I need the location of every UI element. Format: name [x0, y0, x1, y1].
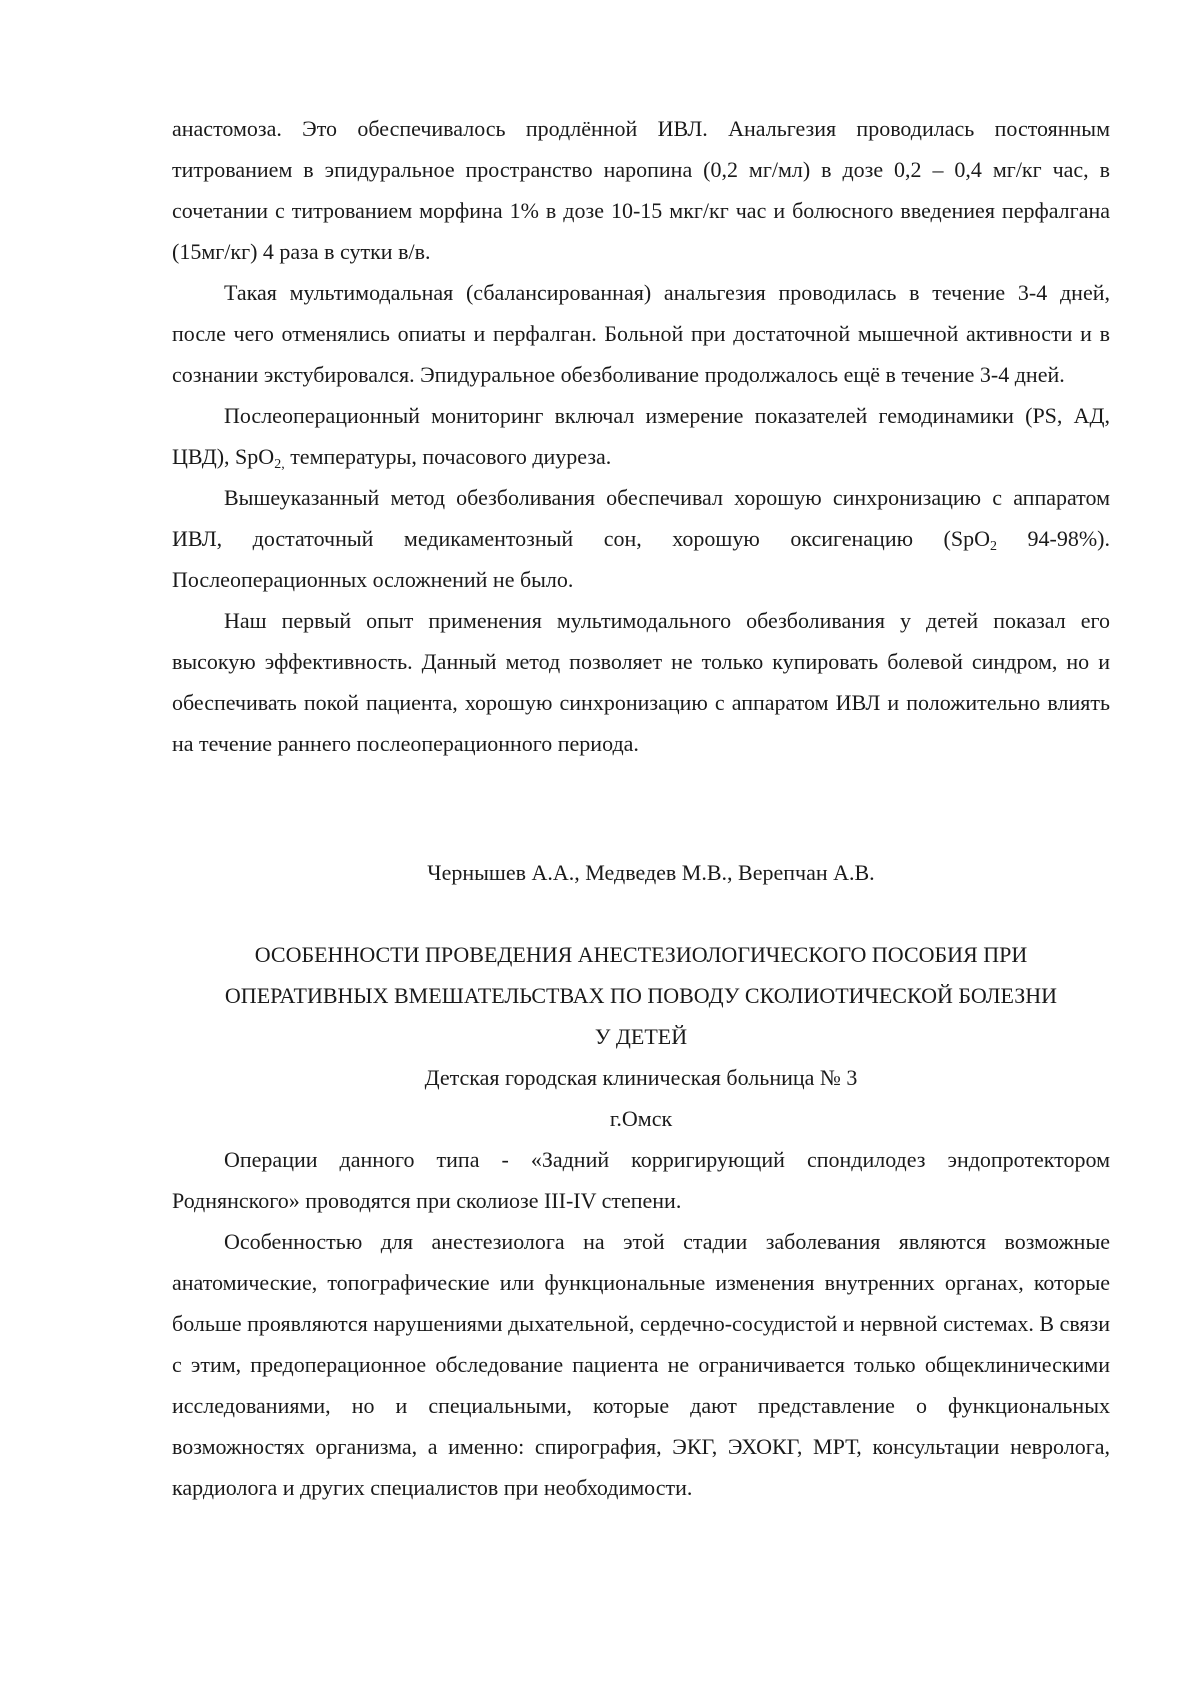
article-institution: Детская городская клиническая больница № 3	[424, 1065, 858, 1090]
article-title	[172, 934, 1110, 1057]
article-body	[172, 1139, 1110, 1508]
article-title-line: ОСОБЕННОСТИ ПРОВЕДЕНИЯ АНЕСТЕЗИОЛОГИЧЕСКОГО ПОСОБИЯ ПРИ	[254, 942, 1028, 967]
paragraph-analgesia-method: анастомоза. Это обеспечивалось продлённой ИВЛ. Анальгезия проводилась постоянным титрованием в эпидуральное пространство наропина (0,2 мг/мл) в дозе 0,2 – 0,4 мг/кг час, в сочетании с титрованием морфина 1% в дозе 10-15 мкг/кг час и болюсного введениея перфалгана (15мг/кг) 4 раза в сутки в/в.	[172, 116, 1110, 264]
paragraph-operation-type: Операции данного типа - «Задний корригирующий спондилодез эндопротектором Роднянского» проводятся при сколиозе III-IV степени.	[172, 1147, 1110, 1213]
paragraph-multimodal-analgesia: Такая мультимодальная (сбалансированная) анальгезия проводилась в течение 3-4 дней, после чего отменялись опиаты и перфалган. Больной при достаточной мышечной активности и в сознании экстубировался. Эпидуральное обезболивание продолжалось ещё в течение 3-4 дней.	[172, 280, 1110, 387]
article-title-line: У ДЕТЕЙ	[594, 1024, 688, 1049]
previous-article-continuation	[172, 108, 1110, 764]
results-text-before: Вышеуказанный метод обезболивания обеспечивал хорошую синхронизацию с аппаратом ИВЛ, достаточный медикаментозный сон, хорошую оксигенацию (SpO	[172, 485, 1110, 551]
results-text-after: 94-98%). Послеоперационных осложнений не было.	[172, 526, 1110, 592]
paragraph-monitoring	[172, 395, 1110, 477]
spo2-subscript: 2,	[274, 457, 285, 472]
spo2-subscript: 2	[990, 539, 997, 554]
article-title-line: ОПЕРАТИВНЫХ ВМЕШАТЕЛЬСТВАХ ПО ПОВОДУ СКОЛИОТИЧЕСКОЙ БОЛЕЗНИ	[224, 983, 1058, 1008]
paragraph-anesthesiologist-features: Особенностью для анестезиолога на этой стадии заболевания являются возможные анатомические, топографические или функциональные изменения внутренних органах, которые больше проявляются нарушениями дыхательной, сердечно-сосудистой и нервной системах. В связи с этим, предоперационное обследование пациента не ограничивается только общеклиническими исследованиями, но и специальными, которые дают представление о функциональных возможностях организма, а именно: спирография, ЭКГ, ЭХОКГ, МРТ, консультации невролога, кардиолога и других специалистов при необходимости.	[172, 1229, 1110, 1500]
paragraph-conclusion: Наш первый опыт применения мультимодального обезболивания у детей показал его высокую эффективность. Данный метод позволяет не только купировать болевой синдром, но и обеспечивать покой пациента, хорошую синхронизацию с аппаратом ИВЛ и положительно влиять на течение раннего послеоперационного периода.	[172, 608, 1110, 756]
article-city: г.Омск	[609, 1106, 673, 1131]
monitoring-text-before: Послеоперационный мониторинг включал измерение показателей гемодинамики (PS, АД, ЦВД), SpO	[172, 403, 1110, 469]
monitoring-text-after: температуры, почасового диуреза.	[284, 444, 612, 469]
paragraph-method-results	[172, 477, 1110, 600]
article-authors: Чернышев А.А., Медведев М.В., Верепчан А.В.	[427, 860, 875, 885]
